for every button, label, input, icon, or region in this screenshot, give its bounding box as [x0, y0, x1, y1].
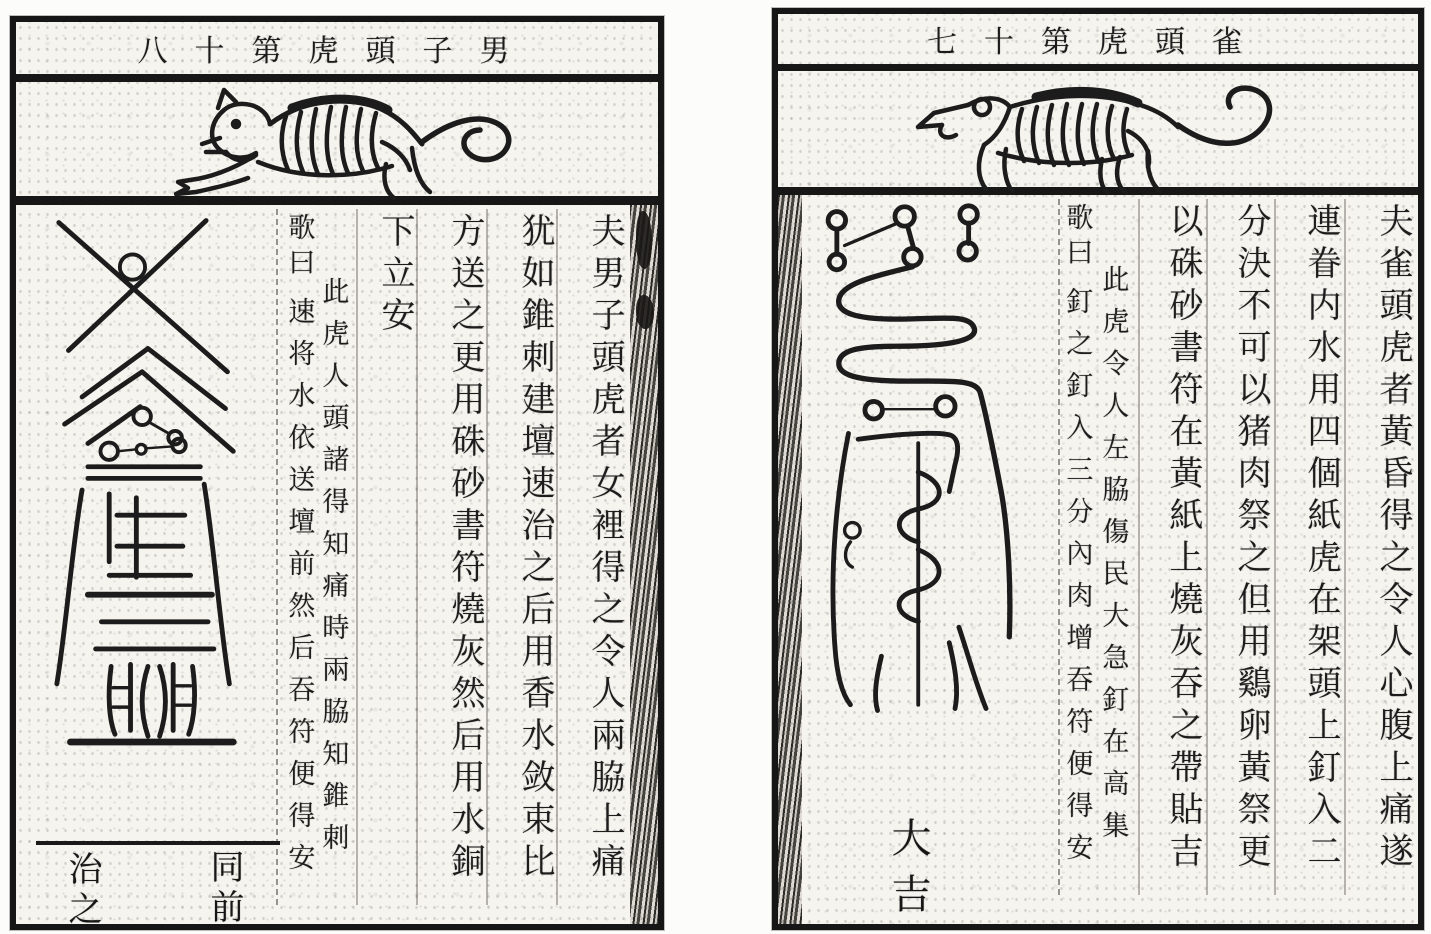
- song-verse-group: [1060, 203, 1132, 903]
- text-column-2: 連眷内水用四個紙虎在架頭上釘入二: [1301, 203, 1341, 875]
- verse-line: 速将水依送壇前然后吞符便得安: [283, 297, 315, 885]
- column-separator: [416, 209, 418, 905]
- bottom-label-same-as-before: 同前: [204, 849, 244, 929]
- text-column-3: 方送之更用硃砂書符燒灰然后用水銅: [445, 213, 485, 885]
- page-left: [10, 16, 664, 930]
- song-verse-group: [282, 213, 352, 913]
- ink-smudge: [636, 295, 654, 329]
- page-left-header: [16, 22, 658, 82]
- verse-line-1-column: [317, 277, 349, 865]
- text-column-1: 夫男子頭虎者女裡得之令人兩脇上痛: [585, 213, 625, 885]
- page-title: 八十第虎頭子男: [137, 34, 537, 69]
- verse-line: 此虎令人左脇傷民大急釘在高集: [1097, 265, 1129, 853]
- verse-line-2-column: [283, 213, 315, 885]
- column-separator: [1206, 199, 1208, 895]
- page-right-tiger-band: [778, 71, 1418, 195]
- sparrow-head-tiger-illustration: [906, 73, 1306, 195]
- page-right-main: [778, 195, 1418, 929]
- song-header: 歌曰: [283, 213, 315, 283]
- page-right: [772, 8, 1424, 930]
- verse-line-2-column: [1061, 203, 1093, 875]
- column-separator: [556, 209, 558, 905]
- song-header: 歌曰: [1061, 203, 1093, 273]
- bottom-label-cure-it: 治之: [62, 851, 102, 931]
- verse-line-1-column: [1097, 265, 1129, 853]
- column-separator: [486, 209, 488, 905]
- meander-serpent-talisman-illustration: [808, 199, 1043, 819]
- text-column-3: 分決不可以猪肉祭之但用鷄卵黃祭更: [1231, 203, 1271, 875]
- column-separator: [1138, 199, 1140, 895]
- text-column-4: 下立安: [375, 213, 415, 339]
- verse-line: 此虎人頭諸得知痛時兩脇知錐刺: [317, 277, 349, 865]
- crouching-tiger-illustration: [174, 84, 534, 202]
- bottom-rule: [36, 841, 280, 845]
- page-right-gutter-band: [778, 195, 802, 924]
- page-left-main: [16, 205, 658, 931]
- talisman-separator: [276, 209, 278, 905]
- text-column-2: 犹如錐刺建壇速治之后用香水敛束比: [515, 213, 555, 885]
- text-column-4: 以硃砂書符在黃紙上燒灰吞之帶貼吉: [1163, 203, 1203, 875]
- verse-line: 釘之釘入三分內肉增吞符便得安: [1061, 287, 1093, 875]
- text-column-1: 夫雀頭虎者黃昏得之令人心腹上痛遂: [1373, 203, 1413, 875]
- column-separator: [1344, 199, 1346, 895]
- page-title: 七十第虎頭雀: [927, 25, 1269, 60]
- page-right-header: [778, 14, 1418, 71]
- column-separator: [1274, 199, 1276, 895]
- page-left-tiger-band: [16, 82, 658, 205]
- talisman-caption: 大吉: [885, 817, 931, 929]
- column-separator: [356, 209, 358, 905]
- cross-and-altar-talisman-illustration: [22, 207, 272, 837]
